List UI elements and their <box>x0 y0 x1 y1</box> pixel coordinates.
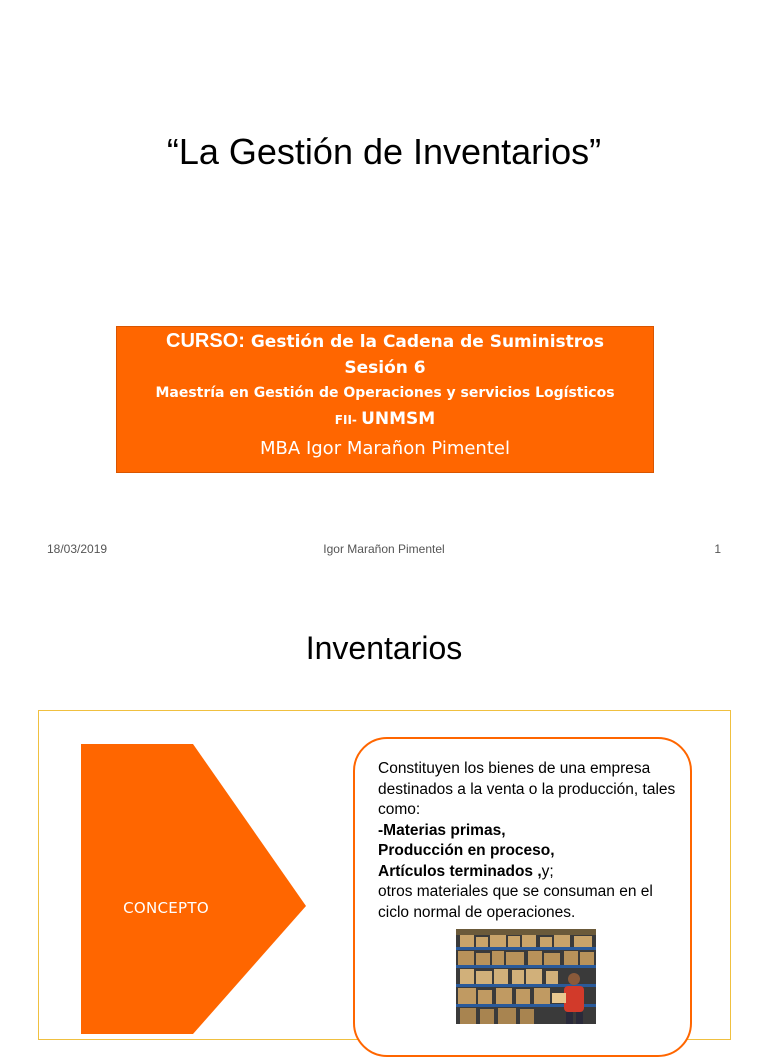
course-info-box <box>116 326 654 473</box>
course-line <box>117 330 653 353</box>
definition-item-produccion: Producción en proceso, <box>378 842 555 859</box>
concept-chevron-shape <box>81 744 307 1034</box>
definition-item-materias: -Materias primas, <box>378 821 506 839</box>
course-label: CURSO: <box>166 330 245 352</box>
faculty-label: FII- <box>334 413 362 427</box>
definition-closing: otros materiales que se consuman en el ciclo normal de operaciones. <box>378 883 653 921</box>
institution-line <box>117 409 653 429</box>
slide-title-inventarios: Inventarios <box>305 630 463 666</box>
program-name: Maestría en Gestión de Operaciones y servicios Logísticos <box>155 385 615 401</box>
instructor-name: MBA Igor Marañon Pimentel <box>260 438 510 459</box>
definition-item-suffix: y; <box>541 862 554 880</box>
definition-item-articulos: Artículos terminados , <box>378 862 542 880</box>
slide-title: “La Gestión de Inventarios” <box>166 131 602 172</box>
definition-text <box>378 759 678 923</box>
concept-label: CONCEPTO <box>123 899 209 917</box>
session-label: Sesión 6 <box>344 358 426 378</box>
warehouse-photo <box>456 929 596 1024</box>
footer-author: Igor Marañon Pimentel <box>323 542 445 556</box>
footer-page-number: 1 <box>714 542 721 556</box>
university-label: UNMSM <box>361 409 436 429</box>
footer-date: 18/03/2019 <box>47 542 108 556</box>
course-name: Gestión de la Cadena de Suministros <box>244 332 604 352</box>
definition-intro: Constituyen los bienes de una empresa destinados a la venta o la producción, tales como: <box>378 760 676 818</box>
